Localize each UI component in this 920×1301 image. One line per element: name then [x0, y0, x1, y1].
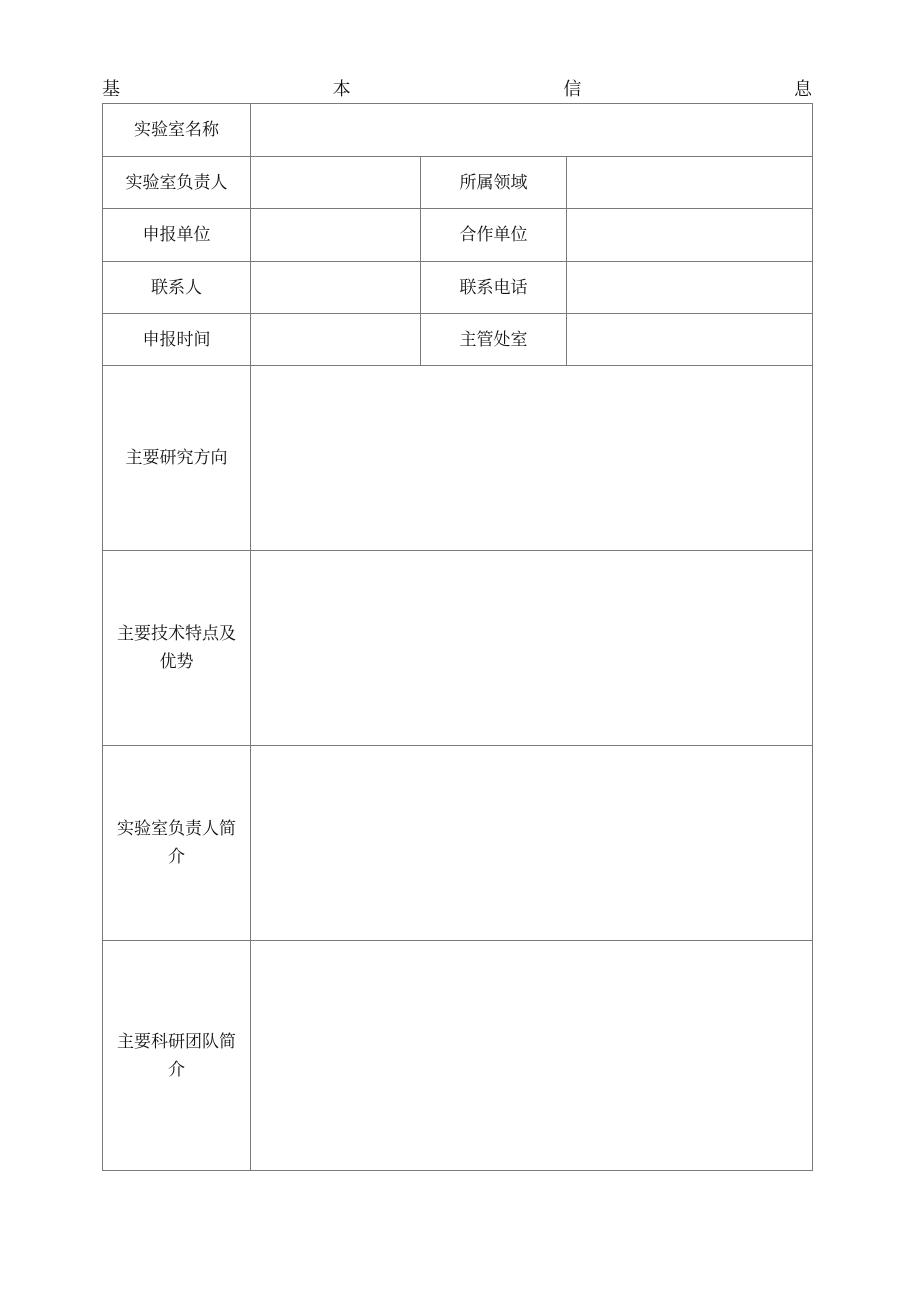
table-row	[103, 746, 813, 941]
table-row	[103, 551, 813, 746]
table-row	[103, 209, 813, 262]
heading-char-1: 基	[102, 79, 120, 100]
lab-head-label: 实验室负责人	[103, 157, 251, 209]
team-profile-label: 主要科研团队简介	[103, 941, 251, 1171]
partner-unit-field[interactable]	[567, 209, 813, 262]
apply-time-field[interactable]	[251, 314, 421, 366]
heading-char-4: 息	[793, 79, 812, 100]
table-row	[103, 941, 813, 1171]
dept-field[interactable]	[567, 314, 813, 366]
table-row	[103, 262, 813, 314]
research-direction-field[interactable]	[251, 366, 813, 551]
contact-field[interactable]	[251, 262, 421, 314]
table-row	[103, 314, 813, 366]
heading-char-2: 本	[332, 79, 351, 100]
dept-label: 主管处室	[421, 314, 567, 366]
form-heading	[102, 78, 812, 102]
tech-features-field[interactable]	[251, 551, 813, 746]
lab-name-label: 实验室名称	[103, 104, 251, 157]
phone-field[interactable]	[567, 262, 813, 314]
applicant-unit-field[interactable]	[251, 209, 421, 262]
contact-label: 联系人	[103, 262, 251, 314]
partner-unit-label: 合作单位	[421, 209, 567, 262]
apply-time-label: 申报时间	[103, 314, 251, 366]
research-direction-label: 主要研究方向	[103, 366, 251, 551]
lab-head-field[interactable]	[251, 157, 421, 209]
field-field[interactable]	[567, 157, 813, 209]
table-row	[103, 157, 813, 209]
lab-name-field[interactable]	[251, 104, 813, 157]
field-label: 所属领域	[421, 157, 567, 209]
basic-info-table	[102, 103, 813, 1171]
applicant-unit-label: 申报单位	[103, 209, 251, 262]
team-profile-field[interactable]	[251, 941, 813, 1171]
heading-char-3: 信	[563, 79, 582, 100]
tech-features-label: 主要技术特点及优势	[103, 551, 251, 746]
phone-label: 联系电话	[421, 262, 567, 314]
head-profile-label: 实验室负责人简介	[103, 746, 251, 941]
head-profile-field[interactable]	[251, 746, 813, 941]
table-row	[103, 104, 813, 157]
table-row	[103, 366, 813, 551]
